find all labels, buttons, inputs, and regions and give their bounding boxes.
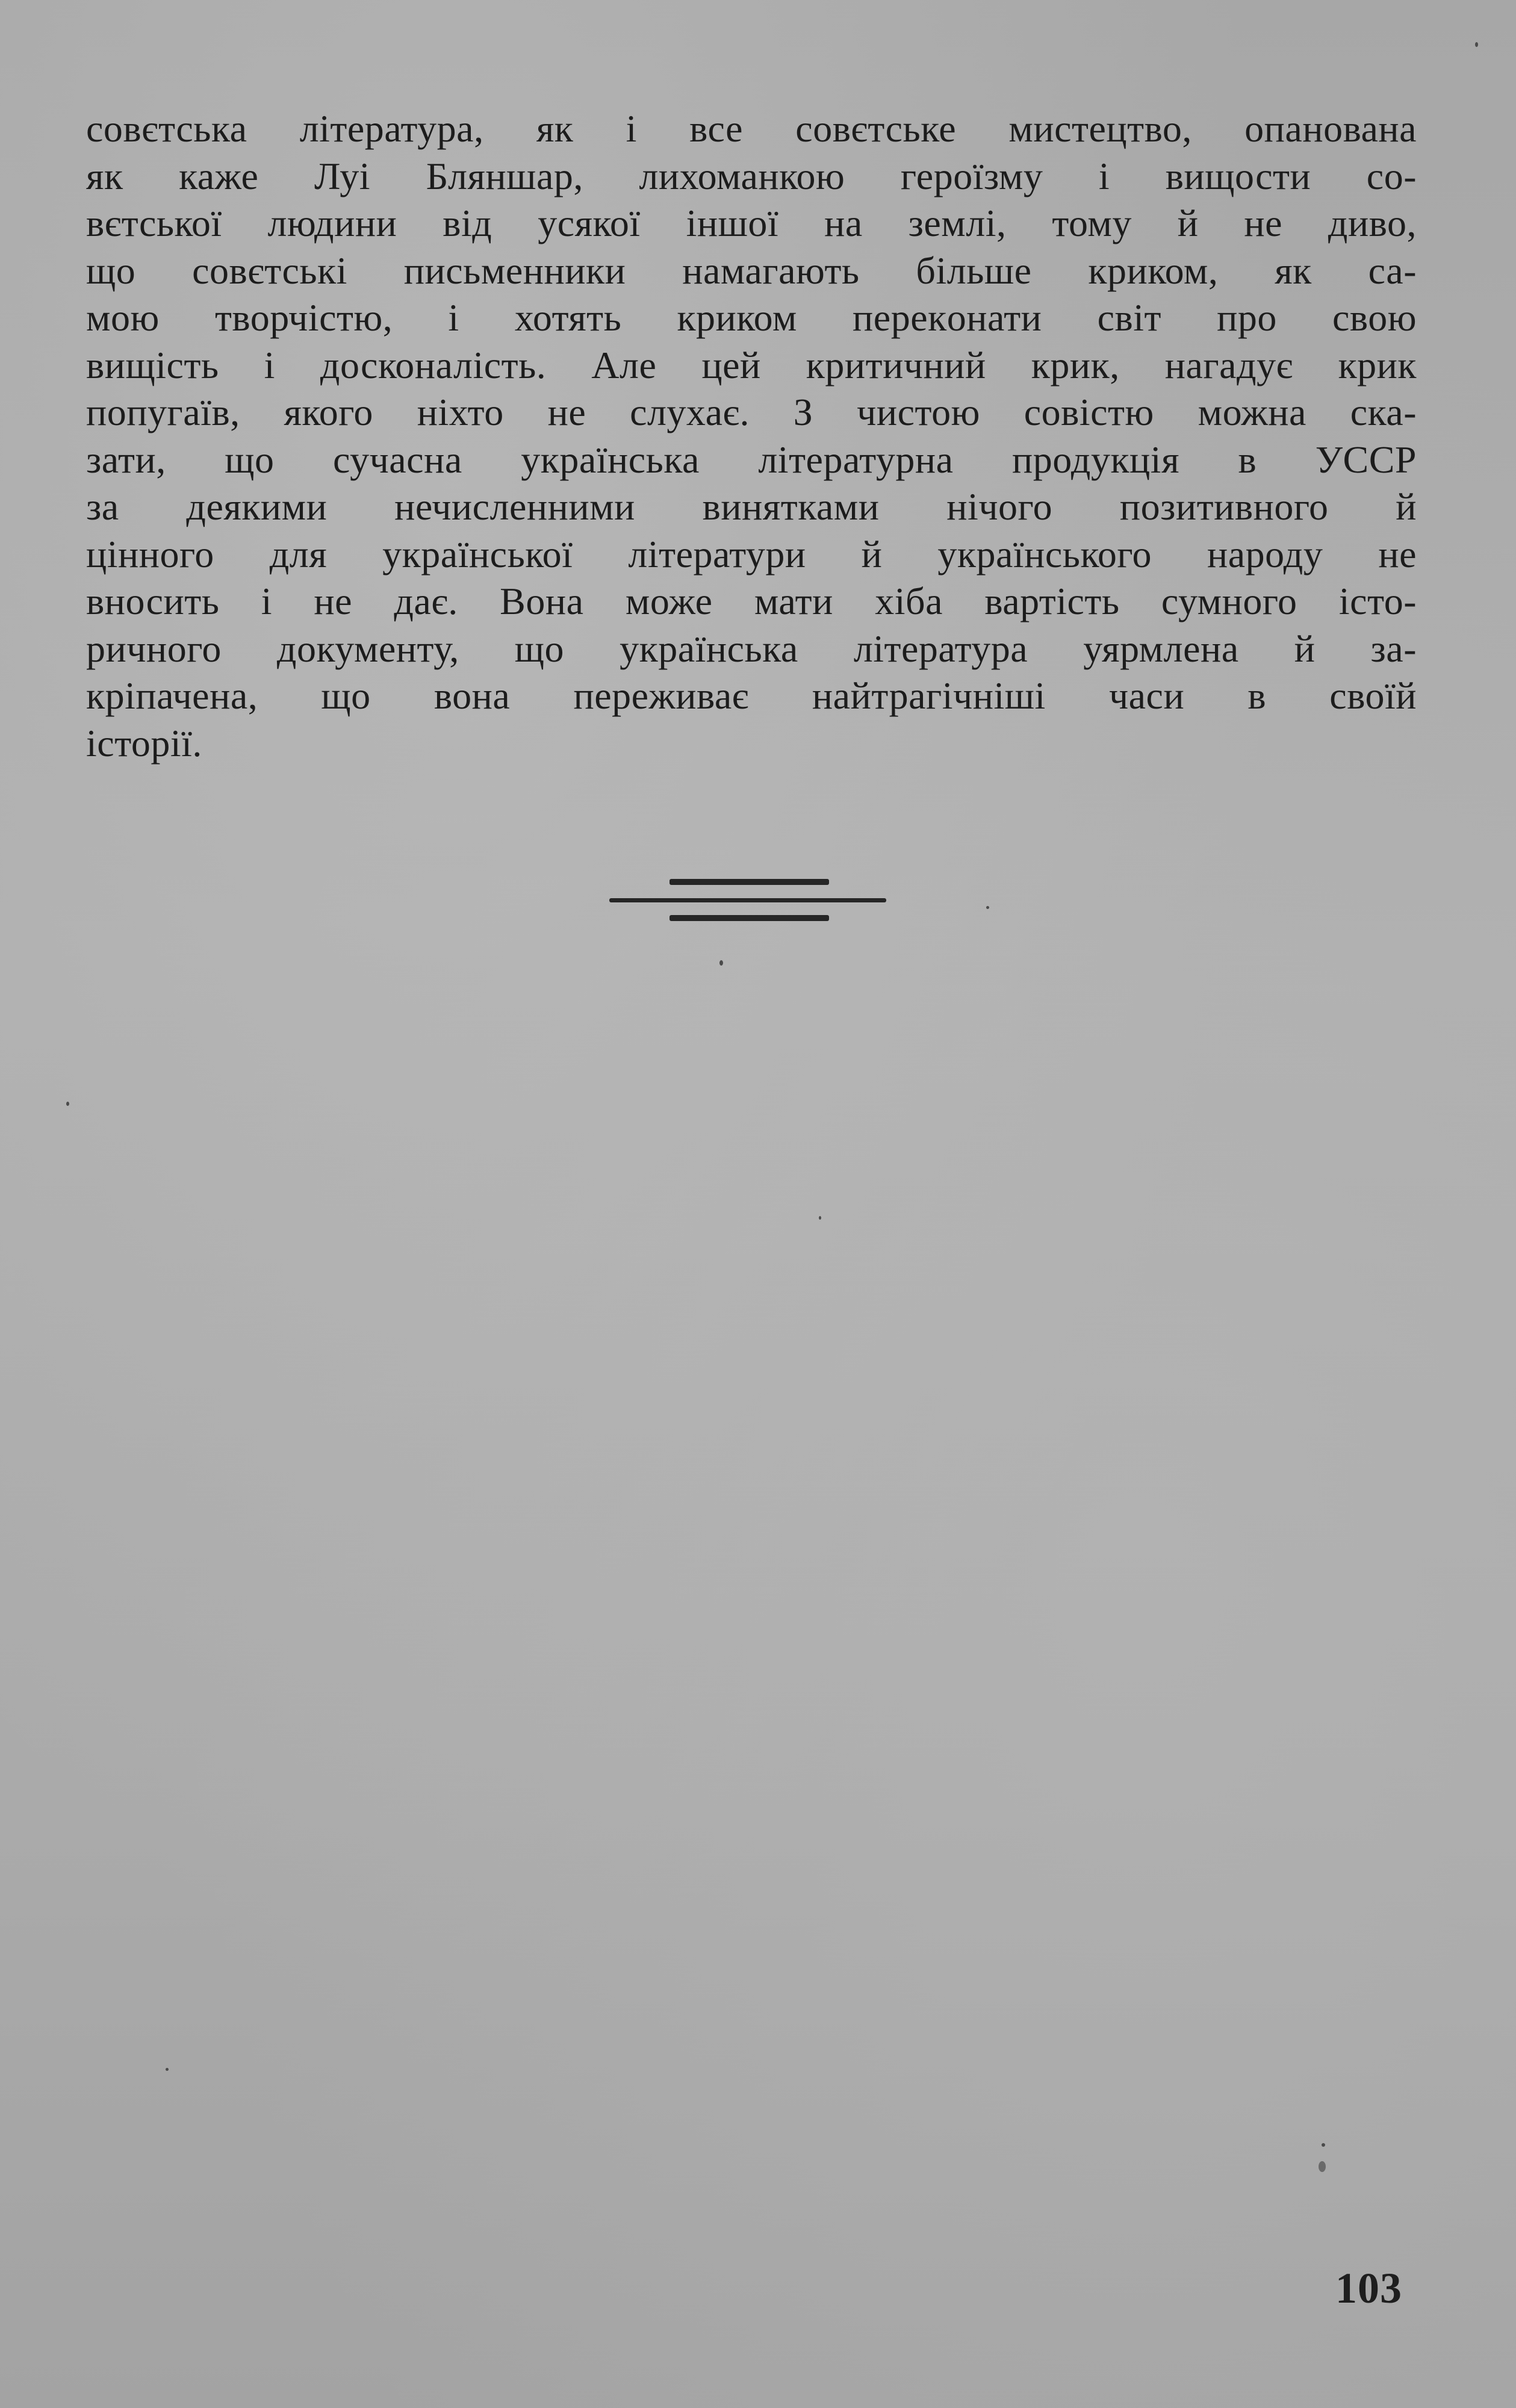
paper-speck	[1475, 42, 1478, 47]
text-line: кріпачена, що вона переживає найтрагічніші часи в своїй	[86, 674, 1417, 717]
paper-speck	[1322, 2143, 1325, 2147]
text-line: попугаїв, якого ніхто не слухає. З чистою совістю можна ска-	[86, 391, 1417, 433]
paper-speck	[819, 1216, 821, 1220]
divider-bar-bottom	[669, 915, 829, 921]
page-number: 103	[1335, 2264, 1402, 2312]
text-line: історії.	[86, 721, 202, 765]
text-line: вносить і не дає. Вона може мати хіба вартість сумного істо-	[86, 580, 1417, 622]
text-line: вищість і досконалість. Але цей критичний крик, нагадує крик	[86, 343, 1417, 386]
paper-speck	[166, 2068, 169, 2071]
text-line: як каже Луі Бляншар, лихоманкою героїзму і вищости со-	[86, 154, 1417, 197]
text-line: що совєтські письменники намагають більше криком, як са-	[86, 249, 1417, 292]
text-line: вєтської людини від усякої іншої на землі, тому й не диво,	[86, 202, 1417, 244]
paper-speck	[719, 960, 723, 966]
body-paragraph	[86, 105, 1417, 767]
paper-speck	[986, 906, 989, 909]
text-line: зати, що сучасна українська літературна продукція в УССР	[86, 438, 1417, 481]
paper-speck	[66, 1102, 69, 1106]
divider-bar-middle	[609, 898, 886, 902]
section-divider-ornament	[609, 874, 886, 922]
divider-bar-top	[669, 879, 829, 885]
paper-speck	[1319, 2161, 1326, 2172]
text-line: совєтська література, як і все совєтське мистецтво, опанована	[86, 107, 1417, 150]
text-line: цінного для української літератури й українського народу не	[86, 532, 1417, 576]
text-line: ричного документу, що українська література уярмлена й за-	[86, 627, 1417, 670]
text-line: мою творчістю, і хотять криком перекoнати світ про свою	[86, 296, 1417, 339]
text-line: за деякими нечисленними винятками нічого позитивного й	[86, 485, 1417, 528]
